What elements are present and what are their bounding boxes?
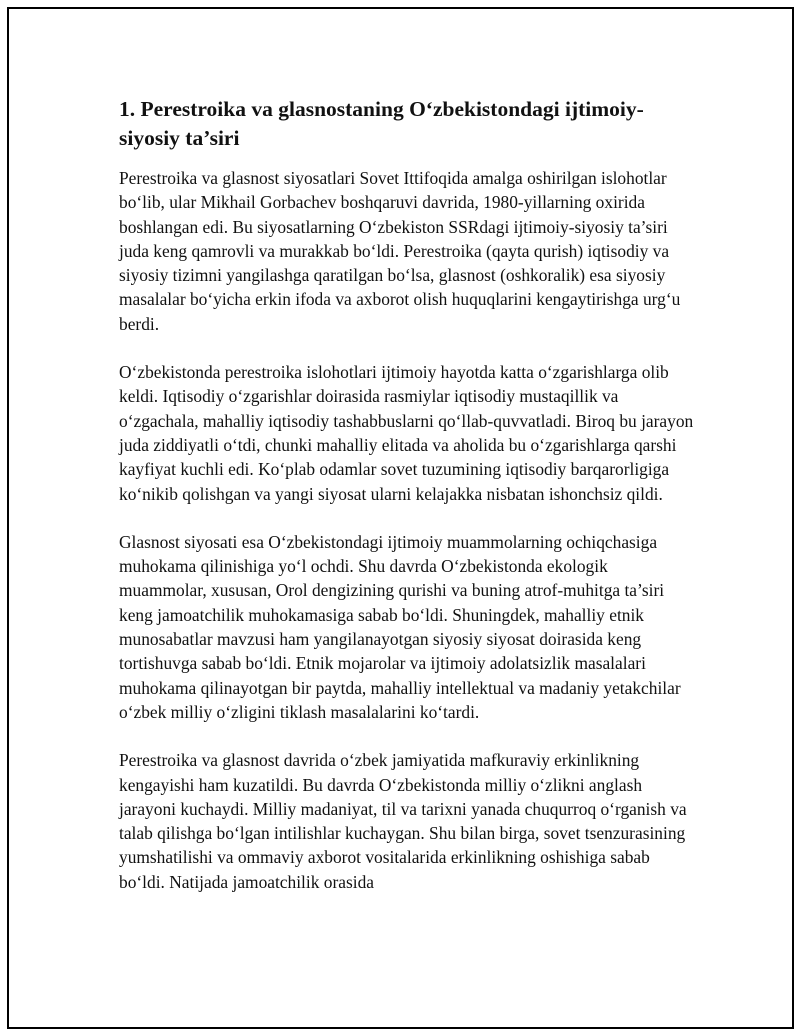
paragraph: Glasnost siyosati esa O‘zbekistondagi ijtimoiy muammolarning ochiqchasiga muhokama qilinishiga yo‘l ochdi. Shu davrda O‘zbekistonda ekologik muammolar, xususan, Orol dengizining qurishi va buning atrof-muhitga ta’siri keng jamoatchilik muhokamasiga sabab bo‘ldi. Shuningdek, mahalliy etnik munosabatlar mavzusi ham yangilanayotgan siyosiy siyosat doirasida keng tortishuvga sabab bo‘ldi. Etnik mojarolar va ijtimoiy adolatsizlik masalalari muhokama qilinayotgan bir paytda, mahalliy intellektual va madaniy yetakchilar o‘zbek milliy o‘zligini tiklash masalalarini ko‘tardi.: [119, 531, 681, 722]
paragraph: Perestroika va glasnost siyosatlari Sovet Ittifoqida amalga oshirilgan islohotlar bo‘lib, ular Mikhail Gorbachev boshqaruvi davrida, 1980-yillarning oxirida boshlangan edi. Bu siyosatlarning O‘zbekiston SSRdagi ijtimoiy-siyosiy ta’siri juda keng qamrovli va murakkab bo‘ldi. Perestroika (qayta qurish) iqtisodiy va siyosiy tizimni yangilashga qaratilgan bo‘lsa, glasnost (oshkoralik) esa siyosiy masalalar bo‘yicha erkin ifoda va axborot olish huquqlarini kengaytirishga urg‘u berdi.: [119, 168, 681, 334]
page-frame: [7, 7, 794, 1029]
paragraph: O‘zbekistonda perestroika islohotlari ijtimoiy hayotda katta o‘zgarishlarga olib keldi. Iqtisodiy o‘zgarishlar doirasida rasmiylar iqtisodiy mustaqillik va o‘zgachala, mahalliy iqtisodiy tashabbuslarni qo‘llab-quvvatladi. Biroq bu jarayon juda ziddiyatli o‘tdi, chunki mahalliy elitada va aholida bu o‘zgarishlarga qarshi kayfiyat kuchli edi. Ko‘plab odamlar sovet tuzumining iqtisodiy barqarorligiga ko‘nikib qolishgan va yangi siyosat ularni kelajakka nisbatan ishonchsiz qildi.: [119, 362, 694, 504]
section-heading: 1. Perestroika va glasnostaning O‘zbekistondagi ijtimoiy-siyosiy ta’siri: [119, 97, 644, 150]
document-body: [119, 95, 695, 918]
paragraph: Perestroika va glasnost davrida o‘zbek jamiyatida mafkuraviy erkinlikning kengayishi ham kuzatildi. Bu davrda O‘zbekistonda milliy o‘zlikni anglash jarayoni kuchaydi. Milliy madaniyat, til va tarixni yanada chuqurroq o‘rganish va talab qilishga bo‘lgan intilishlar kuchaygan. Shu bilan birga, sovet tsenzurasining yumshatilishi va ommaviy axborot vositalarida erkinlikning oshishiga sabab bo‘ldi. Natijada jamoatchilik orasida: [119, 750, 687, 892]
